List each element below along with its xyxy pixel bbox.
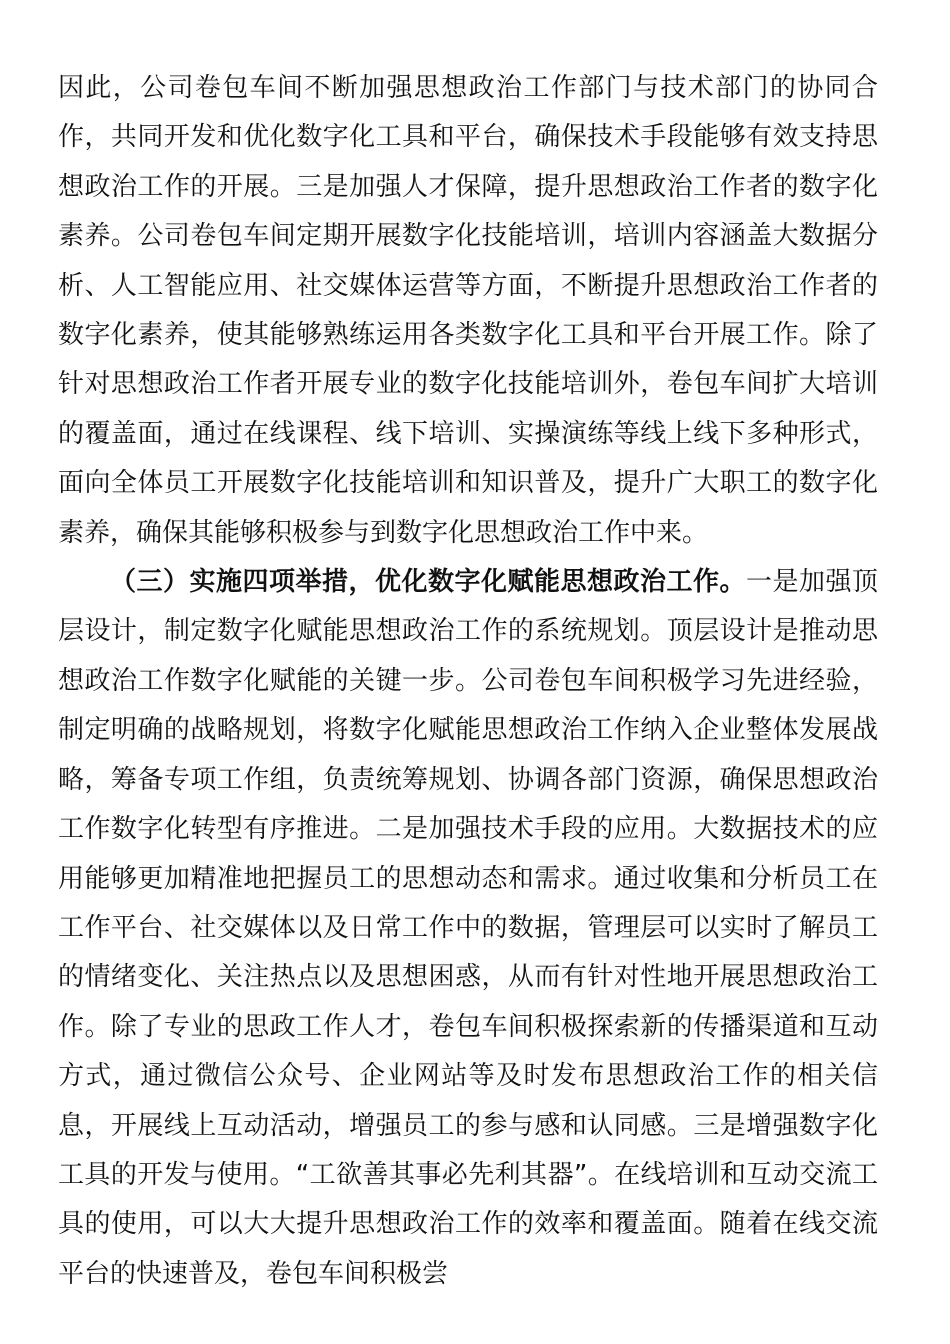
body-paragraph-2 <box>58 558 878 1299</box>
section-heading: （三）实施四项举措，优化数字化赋能思想政治工作。 <box>110 567 746 598</box>
body-paragraph-2-text: 一是加强顶层设计，制定数字化赋能思想政治工作的系统规划。顶层设计是推动思想政治工作数字化赋能的关键一步。公司卷包车间积极学习先进经验，制定明确的战略规划，将数字化赋能思想政治工作纳入企业整体发展战略，筹备专项工作组，负责统筹规划、协调各部门资源，确保思想政治工作数字化转型有序推进。二是加强技术手段的应用。大数据技术的应用能够更加精准地把握员工的思想动态和需求。通过收集和分析员工在工作平台、社交媒体以及日常工作中的数据，管理层可以实时了解员工的情绪变化、关注热点以及思想困惑，从而有针对性地开展思想政治工作。除了专业的思政工作人才，卷包车间积极探索新的传播渠道和互动方式，通过微信公众号、企业网站等及时发布思想政治工作的相关信息，开展线上互动活动，增强员工的参与感和认同感。三是增强数字化工具的开发与使用。“工欲善其事必先利其器”。在线培训和互动交流工具的使用，可以大大提升思想政治工作的效率和覆盖面。随着在线交流平台的快速普及，卷包车间积极尝 <box>58 567 878 1289</box>
document-page <box>58 64 878 1299</box>
body-paragraph-1: 因此，公司卷包车间不断加强思想政治工作部门与技术部门的协同合作，共同开发和优化数字化工具和平台，确保技术手段能够有效支持思想政治工作的开展。三是加强人才保障，提升思想政治工作者的数字化素养。公司卷包车间定期开展数字化技能培训，培训内容涵盖大数据分析、人工智能应用、社交媒体运营等方面，不断提升思想政治工作者的数字化素养，使其能够熟练运用各类数字化工具和平台开展工作。除了针对思想政治工作者开展专业的数字化技能培训外，卷包车间扩大培训的覆盖面，通过在线课程、线下培训、实操演练等线上线下多种形式，面向全体员工开展数字化技能培训和知识普及，提升广大职工的数字化素养，确保其能够积极参与到数字化思想政治工作中来。 <box>58 73 878 548</box>
